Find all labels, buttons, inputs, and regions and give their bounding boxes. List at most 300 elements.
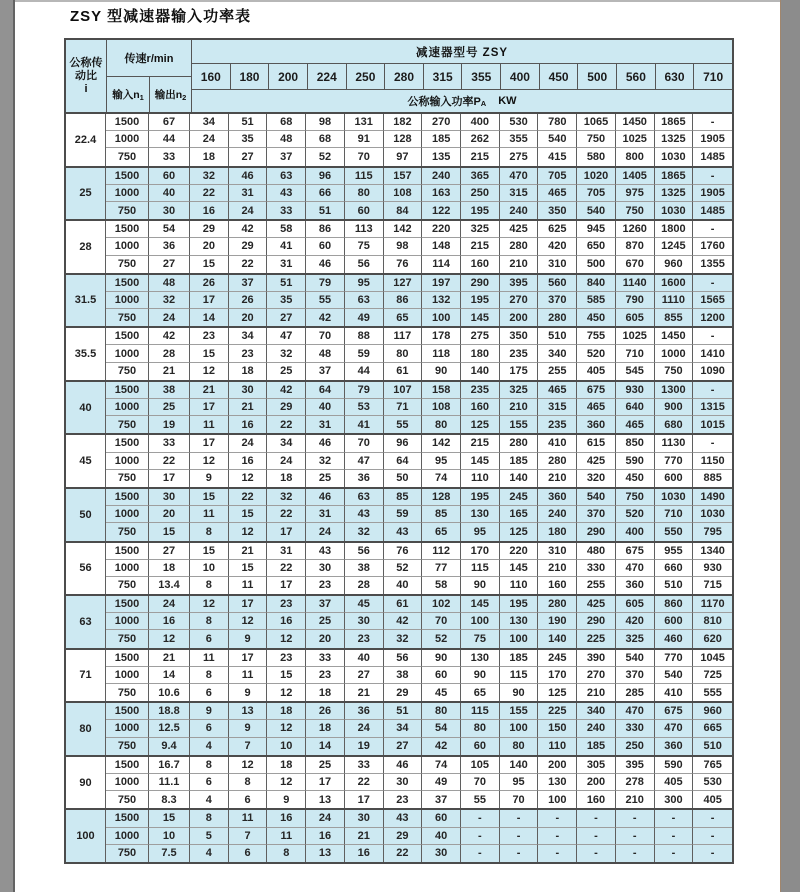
output-speed-label: 输出n <box>154 89 183 101</box>
power-cell: - <box>693 221 732 238</box>
power-cell: 500 <box>577 256 616 273</box>
table-header <box>66 40 732 112</box>
speed-header-block <box>107 40 192 112</box>
power-cell: 197 <box>422 275 461 292</box>
output-speed-cell: 44 <box>149 131 190 148</box>
power-cell: 1000 <box>655 345 694 362</box>
power-cell: 60 <box>461 738 500 755</box>
power-cell: 290 <box>461 275 500 292</box>
power-cell: 1600 <box>655 275 694 292</box>
power-cell: 24 <box>306 810 345 827</box>
power-cell: 31 <box>267 543 306 560</box>
power-cell: 110 <box>538 738 577 755</box>
power-cell: 1030 <box>655 148 694 165</box>
ratio-cell: 50 <box>66 489 106 541</box>
power-cell: 42 <box>384 613 423 630</box>
power-cell: 42 <box>422 738 461 755</box>
power-cell: - <box>577 845 616 862</box>
power-cell: 32 <box>267 489 306 506</box>
power-cell: 71 <box>384 399 423 416</box>
power-cell: 35 <box>229 131 268 148</box>
power-cell: 8 <box>190 757 229 774</box>
power-cell: 4 <box>190 845 229 862</box>
power-cell: 330 <box>616 720 655 737</box>
input-speed-cell: 750 <box>106 577 149 594</box>
power-cell: 135 <box>422 148 461 165</box>
power-cell: 91 <box>345 131 384 148</box>
power-cell: 795 <box>703 525 722 538</box>
power-cell: 750 <box>616 489 655 506</box>
power-cell: - <box>693 275 732 292</box>
power-cell: 95 <box>422 453 461 470</box>
power-cell: 15 <box>229 506 268 523</box>
power-cell: 540 <box>616 650 655 667</box>
output-speed-cell: 17 <box>149 470 190 487</box>
power-cell: 280 <box>538 453 577 470</box>
power-cell: 70 <box>461 774 500 791</box>
input-speed-cell: 750 <box>106 202 149 219</box>
output-speed-cell: 27 <box>149 543 190 560</box>
power-cell: 49 <box>422 774 461 791</box>
power-cell: 52 <box>306 148 345 165</box>
power-cell: 200 <box>577 774 616 791</box>
power-cell: 215 <box>461 435 500 452</box>
power-cell: 1410 <box>693 345 732 362</box>
power-cell: 6 <box>190 720 229 737</box>
ratio-group-31.5 <box>66 273 732 327</box>
power-cell: 40 <box>384 577 423 594</box>
input-speed-cell: 1000 <box>106 292 149 309</box>
input-speed-cell: 750 <box>106 845 149 862</box>
power-cell: 1405 <box>616 168 655 185</box>
power-cell: 1170 <box>693 596 732 613</box>
input-speed-cell: 1000 <box>106 185 149 202</box>
power-cell: 148 <box>422 238 461 255</box>
power-cell: 58 <box>267 221 306 238</box>
power-cell: 37 <box>422 791 461 808</box>
power-cell: 370 <box>538 292 577 309</box>
power-cell: 40 <box>306 399 345 416</box>
power-cell: 600 <box>655 470 694 487</box>
power-cell: 96 <box>306 168 345 185</box>
power-cell: - <box>538 845 577 862</box>
power-cell: 715 <box>703 579 722 592</box>
ratio-group-28 <box>66 219 732 273</box>
power-cell: 425 <box>577 453 616 470</box>
power-cell: 23 <box>267 596 306 613</box>
power-cell: 55 <box>461 791 500 808</box>
model-header-row <box>192 64 732 90</box>
model-header-cell: 315 <box>424 64 463 89</box>
power-cell: 90 <box>422 650 461 667</box>
power-cell: 600 <box>655 613 694 630</box>
power-cell: 115 <box>461 703 500 720</box>
power-cell: 8 <box>190 523 229 540</box>
power-cell: 53 <box>345 399 384 416</box>
power-cell: 130 <box>538 774 577 791</box>
power-cell: 555 <box>703 686 722 699</box>
power-cell: 975 <box>616 185 655 202</box>
power-cell: 350 <box>500 328 539 345</box>
power-cell: 240 <box>538 506 577 523</box>
power-cell: - <box>577 810 616 827</box>
output-speed-cell: 25 <box>149 399 190 416</box>
power-cell: 88 <box>345 328 384 345</box>
power-cell: 30 <box>229 382 268 399</box>
power-cell: 22 <box>384 845 423 862</box>
power-cell: 23 <box>267 650 306 667</box>
power-cell: 113 <box>345 221 384 238</box>
power-cell: 750 <box>616 202 655 219</box>
ratio-cell: 45 <box>66 435 106 487</box>
power-cell: 77 <box>422 560 461 577</box>
model-header-cell: 500 <box>578 64 617 89</box>
power-cell: 50 <box>384 470 423 487</box>
power-cell: 9 <box>229 630 268 647</box>
power-cell: 1325 <box>655 185 694 202</box>
power-cell: 60 <box>422 667 461 684</box>
power-cell: 465 <box>577 399 616 416</box>
power-cell: 32 <box>190 168 229 185</box>
power-cell: 145 <box>500 560 539 577</box>
power-cell: 1800 <box>655 221 694 238</box>
power-cell: 61 <box>384 596 423 613</box>
output-speed-cell: 67 <box>149 114 190 131</box>
power-cell: 470 <box>500 168 539 185</box>
input-speed-cell: 1500 <box>106 328 149 345</box>
power-cell: 66 <box>306 185 345 202</box>
power-cell: 42 <box>229 221 268 238</box>
power-cell: 157 <box>384 168 423 185</box>
ratio-cell: 63 <box>66 596 106 648</box>
power-cell: 17 <box>229 650 268 667</box>
power-cell: 55 <box>384 416 423 433</box>
power-cell: - <box>500 810 539 827</box>
input-speed-cell: 1000 <box>106 453 149 470</box>
power-cell: 210 <box>500 256 539 273</box>
power-cell: 65 <box>384 309 423 326</box>
power-cell: 11 <box>267 828 306 845</box>
output-speed-cell: 21 <box>149 363 190 380</box>
power-cell: 220 <box>422 221 461 238</box>
power-cell: 540 <box>577 489 616 506</box>
power-cell: 22 <box>229 489 268 506</box>
power-cell: 18 <box>306 720 345 737</box>
output-speed-cell: 38 <box>149 382 190 399</box>
power-cell: 195 <box>461 292 500 309</box>
power-cell: 27 <box>345 667 384 684</box>
power-cell: 11 <box>229 810 268 827</box>
power-cell: - <box>538 828 577 845</box>
power-cell: 9 <box>190 703 229 720</box>
power-cell: 705 <box>577 185 616 202</box>
power-cell: 13 <box>306 791 345 808</box>
power-cell: 520 <box>577 345 616 362</box>
power-cell: 27 <box>384 738 423 755</box>
power-cell: 45 <box>422 684 461 701</box>
power-cell: 60 <box>306 238 345 255</box>
power-cell: 275 <box>461 328 500 345</box>
power-cell: 605 <box>616 309 655 326</box>
power-cell: 370 <box>577 506 616 523</box>
power-cell: 43 <box>267 185 306 202</box>
output-speed-cell: 7.5 <box>149 845 190 862</box>
output-speed-cell: 36 <box>149 238 190 255</box>
power-cell: 80 <box>422 416 461 433</box>
power-cell: 37 <box>306 596 345 613</box>
power-cell: 131 <box>345 114 384 131</box>
power-cell: 270 <box>500 292 539 309</box>
power-cell: 11 <box>190 650 229 667</box>
power-cell: 95 <box>500 774 539 791</box>
power-cell: 75 <box>461 630 500 647</box>
power-cell: 170 <box>461 543 500 560</box>
power-cell: 225 <box>538 703 577 720</box>
power-cell: - <box>655 828 694 845</box>
power-cell: 12 <box>229 523 268 540</box>
power-cell: 127 <box>384 275 423 292</box>
power-cell: 1030 <box>693 506 732 523</box>
power-cell: 395 <box>616 757 655 774</box>
power-cell: 31 <box>306 416 345 433</box>
output-speed-cell: 19 <box>149 416 190 433</box>
power-cell: 530 <box>500 114 539 131</box>
power-cell: 1090 <box>700 365 725 378</box>
power-cell: 13 <box>306 845 345 862</box>
power-cell: 255 <box>538 363 577 380</box>
power-cell: 34 <box>384 720 423 737</box>
output-speed-cell: 8.3 <box>149 791 190 808</box>
power-cell: 90 <box>461 667 500 684</box>
power-cell: 18 <box>190 148 229 165</box>
power-cell: 800 <box>616 148 655 165</box>
power-cell: 210 <box>538 470 577 487</box>
power-cell: 29 <box>384 684 423 701</box>
ratio-cell: 28 <box>66 221 106 273</box>
output-speed-cell: 9.4 <box>149 738 190 755</box>
power-cell: 710 <box>616 345 655 362</box>
power-cell: 590 <box>655 757 694 774</box>
power-cell: 870 <box>616 238 655 255</box>
power-cell: 140 <box>538 630 577 647</box>
power-cell: 80 <box>500 738 539 755</box>
power-cell: 6 <box>190 774 229 791</box>
power-cell: 132 <box>422 292 461 309</box>
power-cell: 1355 <box>700 258 725 271</box>
power-cell: 25 <box>306 613 345 630</box>
power-cell: - <box>461 828 500 845</box>
power-cell: 1110 <box>655 292 694 309</box>
power-cell: 590 <box>616 453 655 470</box>
input-speed-cell: 1500 <box>106 489 149 506</box>
ratio-header-line2: 动比 <box>75 69 97 82</box>
power-cell: 200 <box>538 757 577 774</box>
power-cell: 42 <box>306 309 345 326</box>
output-speed-cell: 16.7 <box>149 757 190 774</box>
input-speed-cell: 1000 <box>106 506 149 523</box>
power-cell: 465 <box>538 185 577 202</box>
power-cell: 32 <box>267 345 306 362</box>
power-cell: 530 <box>693 774 732 791</box>
power-cell: 63 <box>345 292 384 309</box>
power-cell: 142 <box>384 221 423 238</box>
model-header-block <box>192 40 732 112</box>
power-cell: 1200 <box>700 311 725 324</box>
power-cell: 21 <box>345 684 384 701</box>
power-cell: 51 <box>384 703 423 720</box>
power-cell: 580 <box>577 148 616 165</box>
power-cell: 43 <box>384 523 423 540</box>
output-speed-cell: 21 <box>149 650 190 667</box>
power-cell: 810 <box>693 613 732 630</box>
input-speed-cell: 1000 <box>106 560 149 577</box>
output-speed-cell: 30 <box>149 489 190 506</box>
output-speed-cell: 32 <box>149 292 190 309</box>
power-cell: 85 <box>384 489 423 506</box>
power-cell: 290 <box>577 613 616 630</box>
power-cell: 585 <box>577 292 616 309</box>
power-cell: - <box>655 810 694 827</box>
power-cell: 750 <box>655 363 694 380</box>
power-cell: 12 <box>229 757 268 774</box>
power-cell: 340 <box>538 345 577 362</box>
output-speed-subscript: 2 <box>182 92 187 102</box>
power-cell: 6 <box>190 684 229 701</box>
input-speed-cell: 1500 <box>106 275 149 292</box>
input-speed-cell: 1500 <box>106 168 149 185</box>
page-gutter-left <box>0 0 15 892</box>
model-header-cell: 450 <box>540 64 579 89</box>
ratio-group-71 <box>66 648 732 702</box>
power-cell: 80 <box>461 720 500 737</box>
power-cell: 1450 <box>655 328 694 345</box>
model-header-cell: 710 <box>703 69 724 84</box>
ratio-group-40 <box>66 380 732 434</box>
power-cell: 1025 <box>616 328 655 345</box>
power-cell: 540 <box>577 202 616 219</box>
power-cell: 675 <box>655 703 694 720</box>
input-speed-cell: 1500 <box>106 543 149 560</box>
power-cell: 215 <box>461 148 500 165</box>
power-cell: 1030 <box>655 489 694 506</box>
power-cell: 960 <box>655 256 694 273</box>
power-cell: 350 <box>538 202 577 219</box>
power-cell: 7 <box>229 738 268 755</box>
power-cell: 43 <box>306 543 345 560</box>
power-cell: 28 <box>345 577 384 594</box>
power-cell: 280 <box>500 435 539 452</box>
model-header-cell: 250 <box>347 64 386 89</box>
input-speed-cell: 750 <box>106 684 149 701</box>
power-cell: 34 <box>190 114 229 131</box>
power-cell: 540 <box>655 667 694 684</box>
power-cell: 29 <box>190 221 229 238</box>
power-cell: 1760 <box>693 238 732 255</box>
power-cell: 960 <box>693 703 732 720</box>
power-cell: 650 <box>577 238 616 255</box>
power-cell: 11 <box>229 577 268 594</box>
power-cell: 47 <box>345 453 384 470</box>
power-cell: 185 <box>422 131 461 148</box>
power-cell: 390 <box>577 650 616 667</box>
ratio-cell: 56 <box>66 543 106 595</box>
power-cell: - <box>500 845 539 862</box>
power-cell: - <box>577 828 616 845</box>
power-cell: 43 <box>384 810 423 827</box>
power-cell: 278 <box>616 774 655 791</box>
power-cell: 12 <box>229 613 268 630</box>
power-cell: 61 <box>384 363 423 380</box>
power-cell: 510 <box>655 577 694 594</box>
power-cell: 21 <box>345 828 384 845</box>
power-cell: 670 <box>616 256 655 273</box>
power-cell: 24 <box>229 435 268 452</box>
power-cell: 14 <box>306 738 345 755</box>
power-cell: 64 <box>384 453 423 470</box>
power-cell: 400 <box>616 523 655 540</box>
series-title: 减速器型号 ZSY <box>192 40 732 64</box>
power-cell: 70 <box>306 328 345 345</box>
power-cell: 45 <box>345 596 384 613</box>
power-cell: 185 <box>577 738 616 755</box>
power-cell: 280 <box>538 596 577 613</box>
power-cell: 680 <box>655 416 694 433</box>
input-speed-cell: 1000 <box>106 828 149 845</box>
power-cell: 76 <box>384 543 423 560</box>
power-cell: 34 <box>267 435 306 452</box>
power-cell: 780 <box>538 114 577 131</box>
power-cell: 510 <box>538 328 577 345</box>
input-speed-cell: 1500 <box>106 650 149 667</box>
output-speed-cell: 60 <box>149 168 190 185</box>
power-cell: 54 <box>422 720 461 737</box>
power-cell: 22 <box>267 416 306 433</box>
power-cell: 86 <box>384 292 423 309</box>
power-cell: 1245 <box>655 238 694 255</box>
power-cell: 140 <box>500 470 539 487</box>
power-cell: 80 <box>345 185 384 202</box>
power-cell: 310 <box>538 256 577 273</box>
power-cell: 102 <box>422 596 461 613</box>
power-cell: 32 <box>345 523 384 540</box>
power-cell: 25 <box>306 470 345 487</box>
output-speed-cell: 40 <box>149 185 190 202</box>
power-cell: 22 <box>267 506 306 523</box>
power-cell: 1340 <box>693 543 732 560</box>
power-cell: 12 <box>190 363 229 380</box>
power-cell: 51 <box>229 114 268 131</box>
power-cell: 755 <box>577 328 616 345</box>
power-cell: 17 <box>345 791 384 808</box>
power-cell: 1260 <box>616 221 655 238</box>
power-cell: 115 <box>345 168 384 185</box>
page-title: ZSY 型减速器输入功率表 <box>70 8 252 25</box>
power-cell: - <box>655 845 694 862</box>
output-speed-cell: 33 <box>149 435 190 452</box>
power-cell: 410 <box>655 684 694 701</box>
power-cell: 56 <box>345 543 384 560</box>
input-speed-cell: 750 <box>106 363 149 380</box>
power-cell: 118 <box>422 345 461 362</box>
power-cell: - <box>461 810 500 827</box>
power-cell: 185 <box>500 453 539 470</box>
power-cell: 370 <box>616 667 655 684</box>
power-cell: 23 <box>306 577 345 594</box>
power-cell: 790 <box>616 292 655 309</box>
power-unit-label: KW <box>498 95 517 107</box>
output-speed-cell: 24 <box>149 596 190 613</box>
power-cell: 330 <box>577 560 616 577</box>
